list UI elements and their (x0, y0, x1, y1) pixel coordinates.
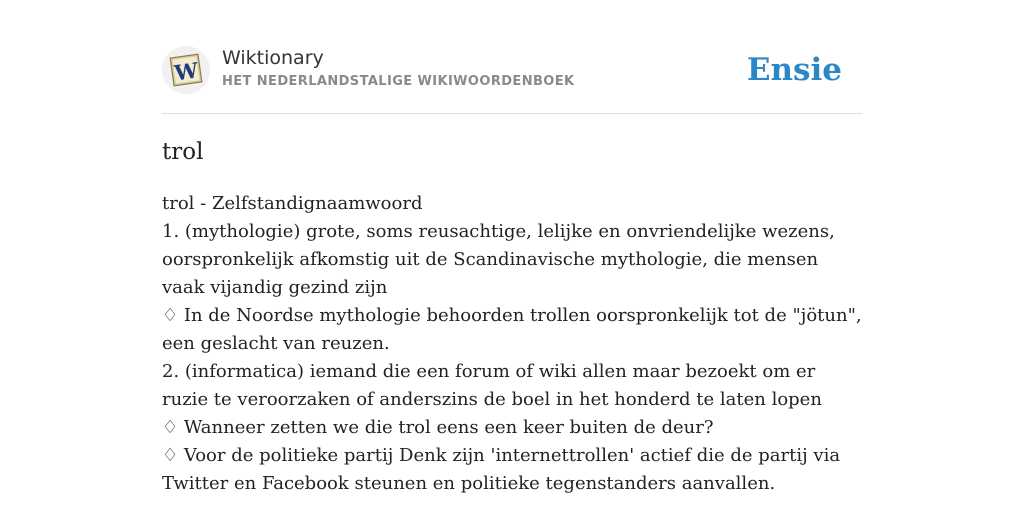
svg-text:W: W (172, 57, 200, 86)
site-name[interactable]: Wiktionary (222, 47, 324, 69)
header (162, 44, 862, 96)
entry-line: 1. (mythologie) grote, soms reusachtige, lelijke en onvriendelijke wezens, oorspronkelijk afkomstig uit de Scandinavische mythologie, die mensen vaak vijandig gezind zijn (162, 221, 835, 298)
entry-line: trol - Zelfstandignaamwoord (162, 193, 423, 214)
entry-line: 2. (informatica) iemand die een forum of wiki allen maar bezoekt om er ruzie te veroorzaken of anderszins de boel in het honderd te laten lopen (162, 361, 822, 410)
wiktionary-logo-icon[interactable] (162, 46, 210, 94)
entry-line: ♢ Voor de politieke partij Denk zijn 'internettrollen' actief die de partij via Twitter en Facebook steunen en politieke tegenstanders aanvallen. (162, 445, 841, 494)
entry-title: trol (162, 139, 204, 165)
site-tagline: HET NEDERLANDSTALIGE WIKIWOORDENBOEK (222, 74, 575, 89)
entry-content (162, 190, 862, 498)
ensie-brand-link[interactable]: Ensie (746, 52, 842, 88)
entry-line: ♢ Wanneer zetten we die trol eens een keer buiten de deur? (162, 417, 714, 438)
entry-line: ♢ In de Noordse mythologie behoorden trollen oorspronkelijk tot de "jötun", een geslacht van reuzen. (162, 305, 862, 354)
header-divider (162, 113, 862, 114)
